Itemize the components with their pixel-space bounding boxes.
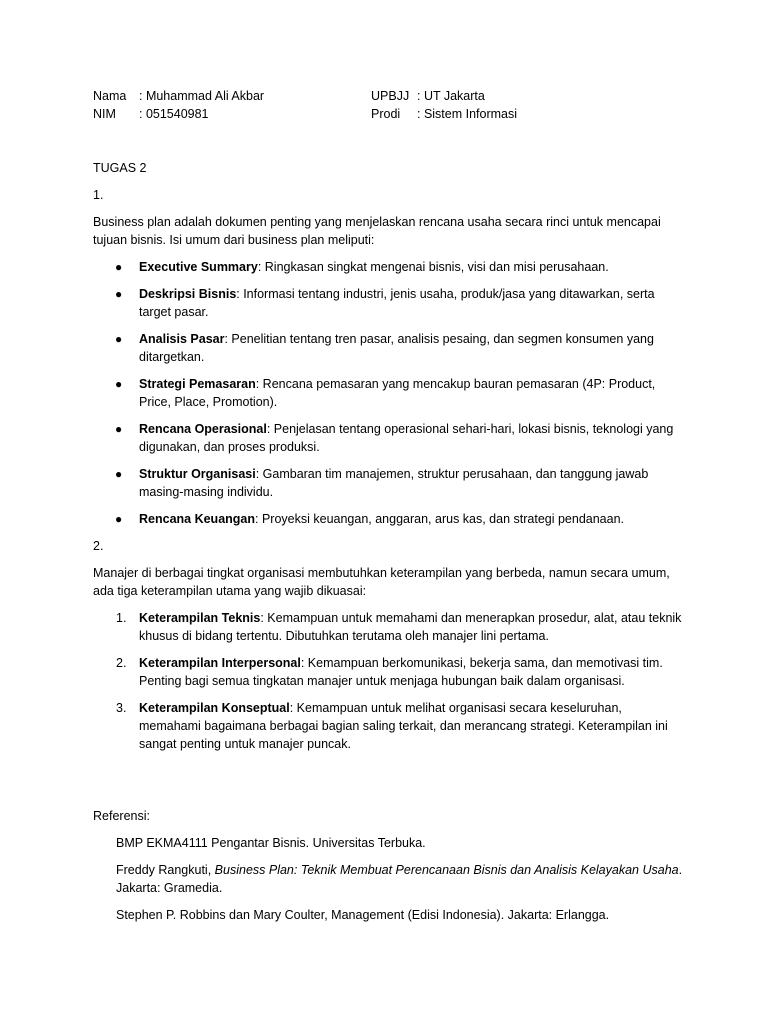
item-term: Keterampilan Interpersonal — [139, 656, 301, 670]
reference-publisher: . Jakarta: Gramedia. — [116, 863, 683, 895]
task-title: TUGAS 2 — [93, 161, 147, 175]
list-item — [93, 699, 683, 753]
header-row-nim — [93, 105, 683, 123]
item-term: Analisis Pasar — [139, 332, 225, 346]
bullet-icon: ● — [115, 467, 123, 481]
item-desc: : Kemampuan untuk memahami dan menerapkan prosedur, alat, atau teknik khusus di bidang tertentu. Dibutuhkan terutama oleh manajer lini pertama. — [139, 611, 682, 643]
bullet-icon: ● — [115, 377, 123, 391]
list-item — [93, 420, 683, 456]
reference-item — [93, 861, 683, 897]
upbjj-value: : UT Jakarta — [417, 89, 485, 103]
upbjj-label: UPBJJ — [371, 89, 410, 103]
question-2-number: 2. — [93, 539, 104, 553]
item-term: Struktur Organisasi — [139, 467, 256, 481]
bullet-icon: ● — [115, 332, 123, 346]
question-1-intro: Business plan adalah dokumen penting yang menjelaskan rencana usaha secara rinci untuk mencapai tujuan bisnis. Isi umum dari business plan meliputi: — [93, 215, 661, 247]
bullet-icon: ● — [115, 260, 123, 274]
prodi-value: : Sistem Informasi — [417, 107, 518, 121]
item-term: Rencana Keuangan — [139, 512, 256, 526]
prodi-label: Prodi — [371, 107, 401, 121]
name-label: Nama — [93, 89, 127, 103]
list-number: 2. — [116, 656, 127, 670]
list-number: 3. — [116, 701, 127, 715]
item-term: Executive Summary — [139, 260, 258, 274]
reference-item: Stephen P. Robbins dan Mary Coulter, Management (Edisi Indonesia). Jakarta: Erlangga. — [116, 908, 610, 922]
header-row-name — [93, 87, 683, 105]
bullet-icon: ● — [115, 287, 123, 301]
item-desc: : Penjelasan tentang operasional sehari-hari, lokasi bisnis, teknologi yang digunakan, dan proses produksi. — [139, 422, 674, 454]
list-item — [93, 510, 683, 528]
manager-skills-list — [93, 609, 683, 753]
reference-item: BMP EKMA4111 Pengantar Bisnis. Universitas Terbuka. — [116, 836, 426, 850]
item-desc: : Penelitian tentang tren pasar, analisis pesaing, dan segmen konsumen yang ditargetkan. — [139, 332, 654, 364]
item-desc: : Kemampuan untuk melihat organisasi secara keseluruhan, memahami bagaimana berbagai bagian saling terkait, dan merancang strategi. Keterampilan ini sangat penting untuk manajer puncak. — [139, 701, 668, 751]
question-1-number: 1. — [93, 188, 104, 202]
list-item — [93, 330, 683, 366]
item-desc: : Rencana pemasaran yang mencakup bauran pemasaran (4P: Product, Price, Place, Promotion). — [139, 377, 656, 409]
reference-author: Freddy Rangkuti, — [116, 863, 215, 877]
item-term: Rencana Operasional — [139, 422, 267, 436]
item-desc: : Informasi tentang industri, jenis usaha, produk/jasa yang ditawarkan, serta target pasar. — [139, 287, 655, 319]
item-desc: : Kemampuan berkomunikasi, bekerja sama, dan memotivasi tim. Penting bagi semua tingkatan manajer untuk menjaga hubungan baik dalam organisasi. — [139, 656, 663, 688]
item-term: Keterampilan Konseptual — [139, 701, 290, 715]
list-item — [93, 285, 683, 321]
list-item — [93, 654, 683, 690]
bullet-icon: ● — [115, 512, 123, 526]
item-term: Keterampilan Teknis — [139, 611, 261, 625]
reference-book-title: Business Plan: Teknik Membuat Perencanaan Bisnis dan Analisis Kelayakan Usaha — [214, 863, 679, 877]
item-term: Deskripsi Bisnis — [139, 287, 237, 301]
list-item — [93, 258, 683, 276]
nim-label: NIM — [93, 107, 116, 121]
item-desc: : Ringkasan singkat mengenai bisnis, visi dan misi perusahaan. — [257, 260, 609, 274]
item-desc: : Gambaran tim manajemen, struktur perusahaan, dan tanggung jawab masing-masing individu. — [139, 467, 649, 499]
bullet-icon: ● — [115, 422, 123, 436]
references-title: Referensi: — [93, 809, 150, 823]
list-item — [93, 465, 683, 501]
list-number: 1. — [116, 611, 127, 625]
nim-value: : 051540981 — [139, 107, 209, 121]
question-2-intro: Manajer di berbagai tingkat organisasi membutuhkan keterampilan yang berbeda, namun secara umum, ada tiga keterampilan utama yang wajib dikuasai: — [93, 566, 670, 598]
item-desc: : Proyeksi keuangan, anggaran, arus kas, dan strategi pendanaan. — [255, 512, 625, 526]
item-term: Strategi Pemasaran — [139, 377, 256, 391]
business-plan-list — [93, 258, 683, 528]
name-value: : Muhammad Ali Akbar — [139, 89, 265, 103]
list-item — [93, 375, 683, 411]
list-item — [93, 609, 683, 645]
document-page — [93, 87, 683, 924]
